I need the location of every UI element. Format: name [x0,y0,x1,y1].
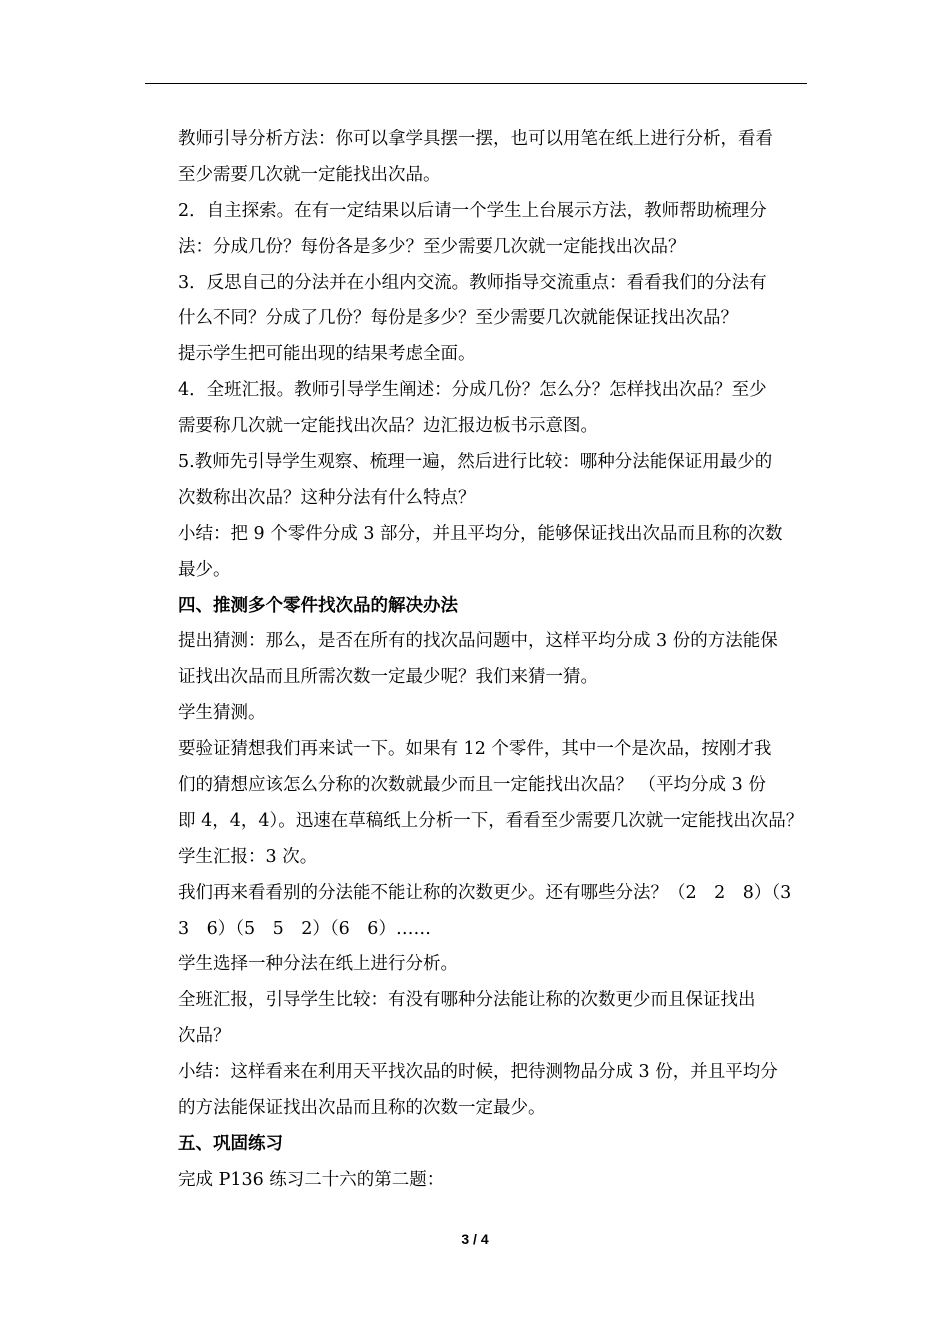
text-line: 即 4，4，4）。迅速在草稿纸上分析一下，看看至少需要几次就一定能找出次品？ [178,810,804,831]
text-line: 小结：把 9 个零件分成 3 部分，并且平均分，能够保证找出次品而且称的次数 [178,523,783,544]
text-line: 提示学生把可能出现的结果考虑全面。 [178,344,476,365]
text-line: 完成 P136 练习二十六的第二题： [178,1169,445,1190]
text-line: 们的猜想应该怎么分称的次数就最少而且一定能找出次品？ （平均分成 3 份 [178,775,766,796]
text-line: 学生汇报：3 次。 [178,846,318,867]
text-line: 最少。 [178,559,231,580]
text-line: 5.教师先引导学生观察、梳理一遍，然后进行比较：哪种分法能保证用最少的 [178,452,773,473]
text-line: 次品？ [178,1026,231,1047]
section-heading: 五、巩固练习 [178,1133,283,1154]
page-number: 3 / 4 [461,1231,489,1247]
text-line: 4．全班汇报。教师引导学生阐述：分成几份？怎么分？怎样找出次品？至少 [178,380,767,401]
text-line: 学生选择一种分法在纸上进行分析。 [178,954,458,975]
text-line: 3．反思自己的分法并在小组内交流。教师指导交流重点：看看我们的分法有 [178,272,767,293]
text-line: 提出猜测：那么，是否在所有的找次品问题中，这样平均分成 3 份的方法能保 [178,631,778,652]
section-heading: 四、推测多个零件找次品的解决办法 [178,595,458,616]
text-line: 要验证猜想我们再来试一下。如果有 12 个零件，其中一个是次品，按刚才我 [178,739,772,760]
text-line: 3 6）（5 5 2）（6 6）…… [178,918,431,939]
text-line: 我们再来看看别的分法能不能让称的次数更少。还有哪些分法？（2 2 8）（3 [178,882,792,903]
text-line: 需要称几次就一定能找出次品？边汇报边板书示意图。 [178,416,598,437]
text-line: 次数称出次品？这种分法有什么特点？ [178,487,476,508]
text-line: 2．自主探索。在有一定结果以后请一个学生上台展示方法，教师帮助梳理分 [178,200,767,221]
header-rule [145,83,807,84]
text-line: 证找出次品而且所需次数一定最少呢？我们来猜一猜。 [178,667,598,688]
text-line: 的方法能保证找出次品而且称的次数一定最少。 [178,1098,546,1119]
text-line: 至少需要几次就一定能找出次品。 [178,164,441,185]
text-line: 小结：这样看来在利用天平找次品的时候，把待测物品分成 3 份，并且平均分 [178,1062,778,1083]
text-line: 什么不同？分成了几份？每份是多少？至少需要几次就能保证找出次品？ [178,308,738,329]
text-line: 全班汇报，引导学生比较：有没有哪种分法能让称的次数更少而且保证找出 [178,990,756,1011]
text-line: 教师引导分析方法：你可以拿学具摆一摆，也可以用笔在纸上进行分析，看看 [178,129,773,149]
text-line: 学生猜测。 [178,703,266,724]
text-line: 法：分成几份？每份各是多少？至少需要几次就一定能找出次品？ [178,236,686,257]
document-body [178,122,818,1199]
